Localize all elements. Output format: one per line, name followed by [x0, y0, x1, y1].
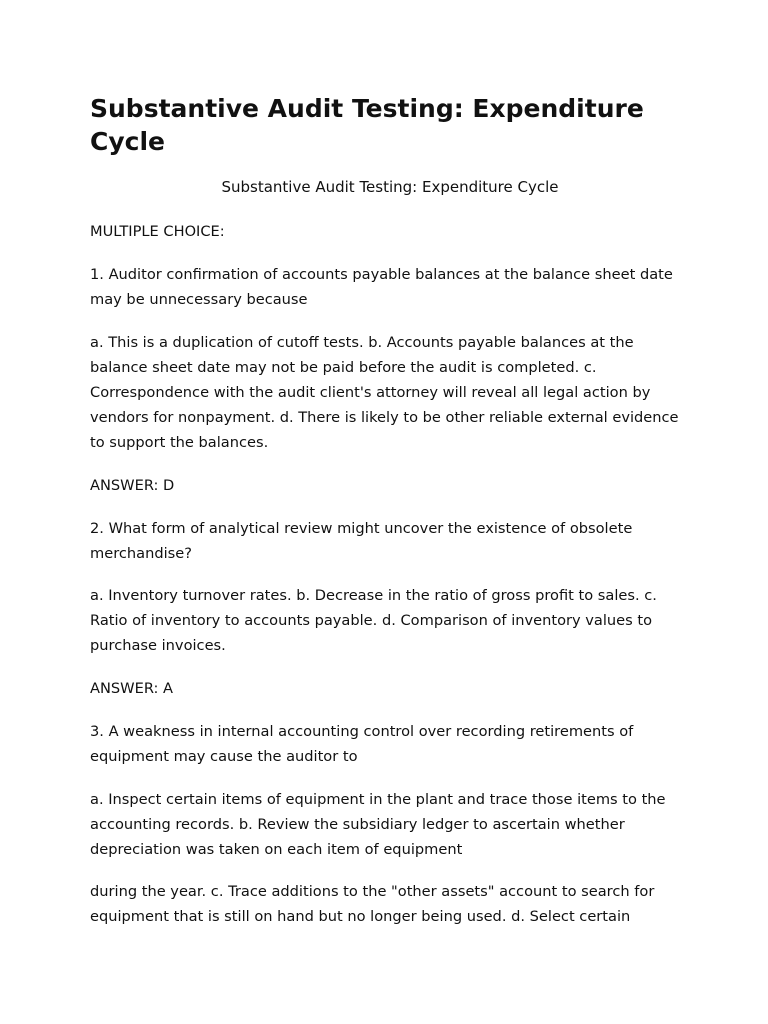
question-1: 1. Auditor confirmation of accounts payable balances at the balance sheet date may be unnecessary because	[90, 266, 673, 308]
document-title: Substantive Audit Testing: Expenditure Cycle	[90, 94, 644, 156]
document-subtitle: Substantive Audit Testing: Expenditure Cycle	[221, 178, 559, 196]
section-label: MULTIPLE CHOICE:	[90, 223, 225, 240]
question-2-options: a. Inventory turnover rates. b. Decrease in the ratio of gross profit to sales. c. Ratio of inventory to accounts payable. d. Comparison of inventory values to purchase invoices.	[90, 587, 657, 654]
question-2-answer: ANSWER: A	[90, 680, 174, 697]
question-1-answer: ANSWER: D	[90, 477, 175, 494]
question-3: 3. A weakness in internal accounting control over recording retirements of equipment may cause the auditor to	[90, 723, 634, 765]
question-1-options: a. This is a duplication of cutoff tests. b. Accounts payable balances at the balance sheet date may not be paid before the audit is completed. c. Correspondence with the audit client's attorney will reveal all legal action by vendors for nonpayment. d. There is likely to be other reliable external evidence to support the balances.	[90, 334, 679, 451]
question-2: 2. What form of analytical review might uncover the existence of obsolete merchandise?	[90, 520, 633, 562]
question-3-options: a. Inspect certain items of equipment in the plant and trace those items to the accounting records. b. Review the subsidiary ledger to ascertain whether depreciation was taken on each item of equipment	[90, 791, 666, 858]
question-3-options-continued: during the year. c. Trace additions to the "other assets" account to search for equipment that is still on hand but no longer being used. d. Select certain	[90, 883, 655, 925]
